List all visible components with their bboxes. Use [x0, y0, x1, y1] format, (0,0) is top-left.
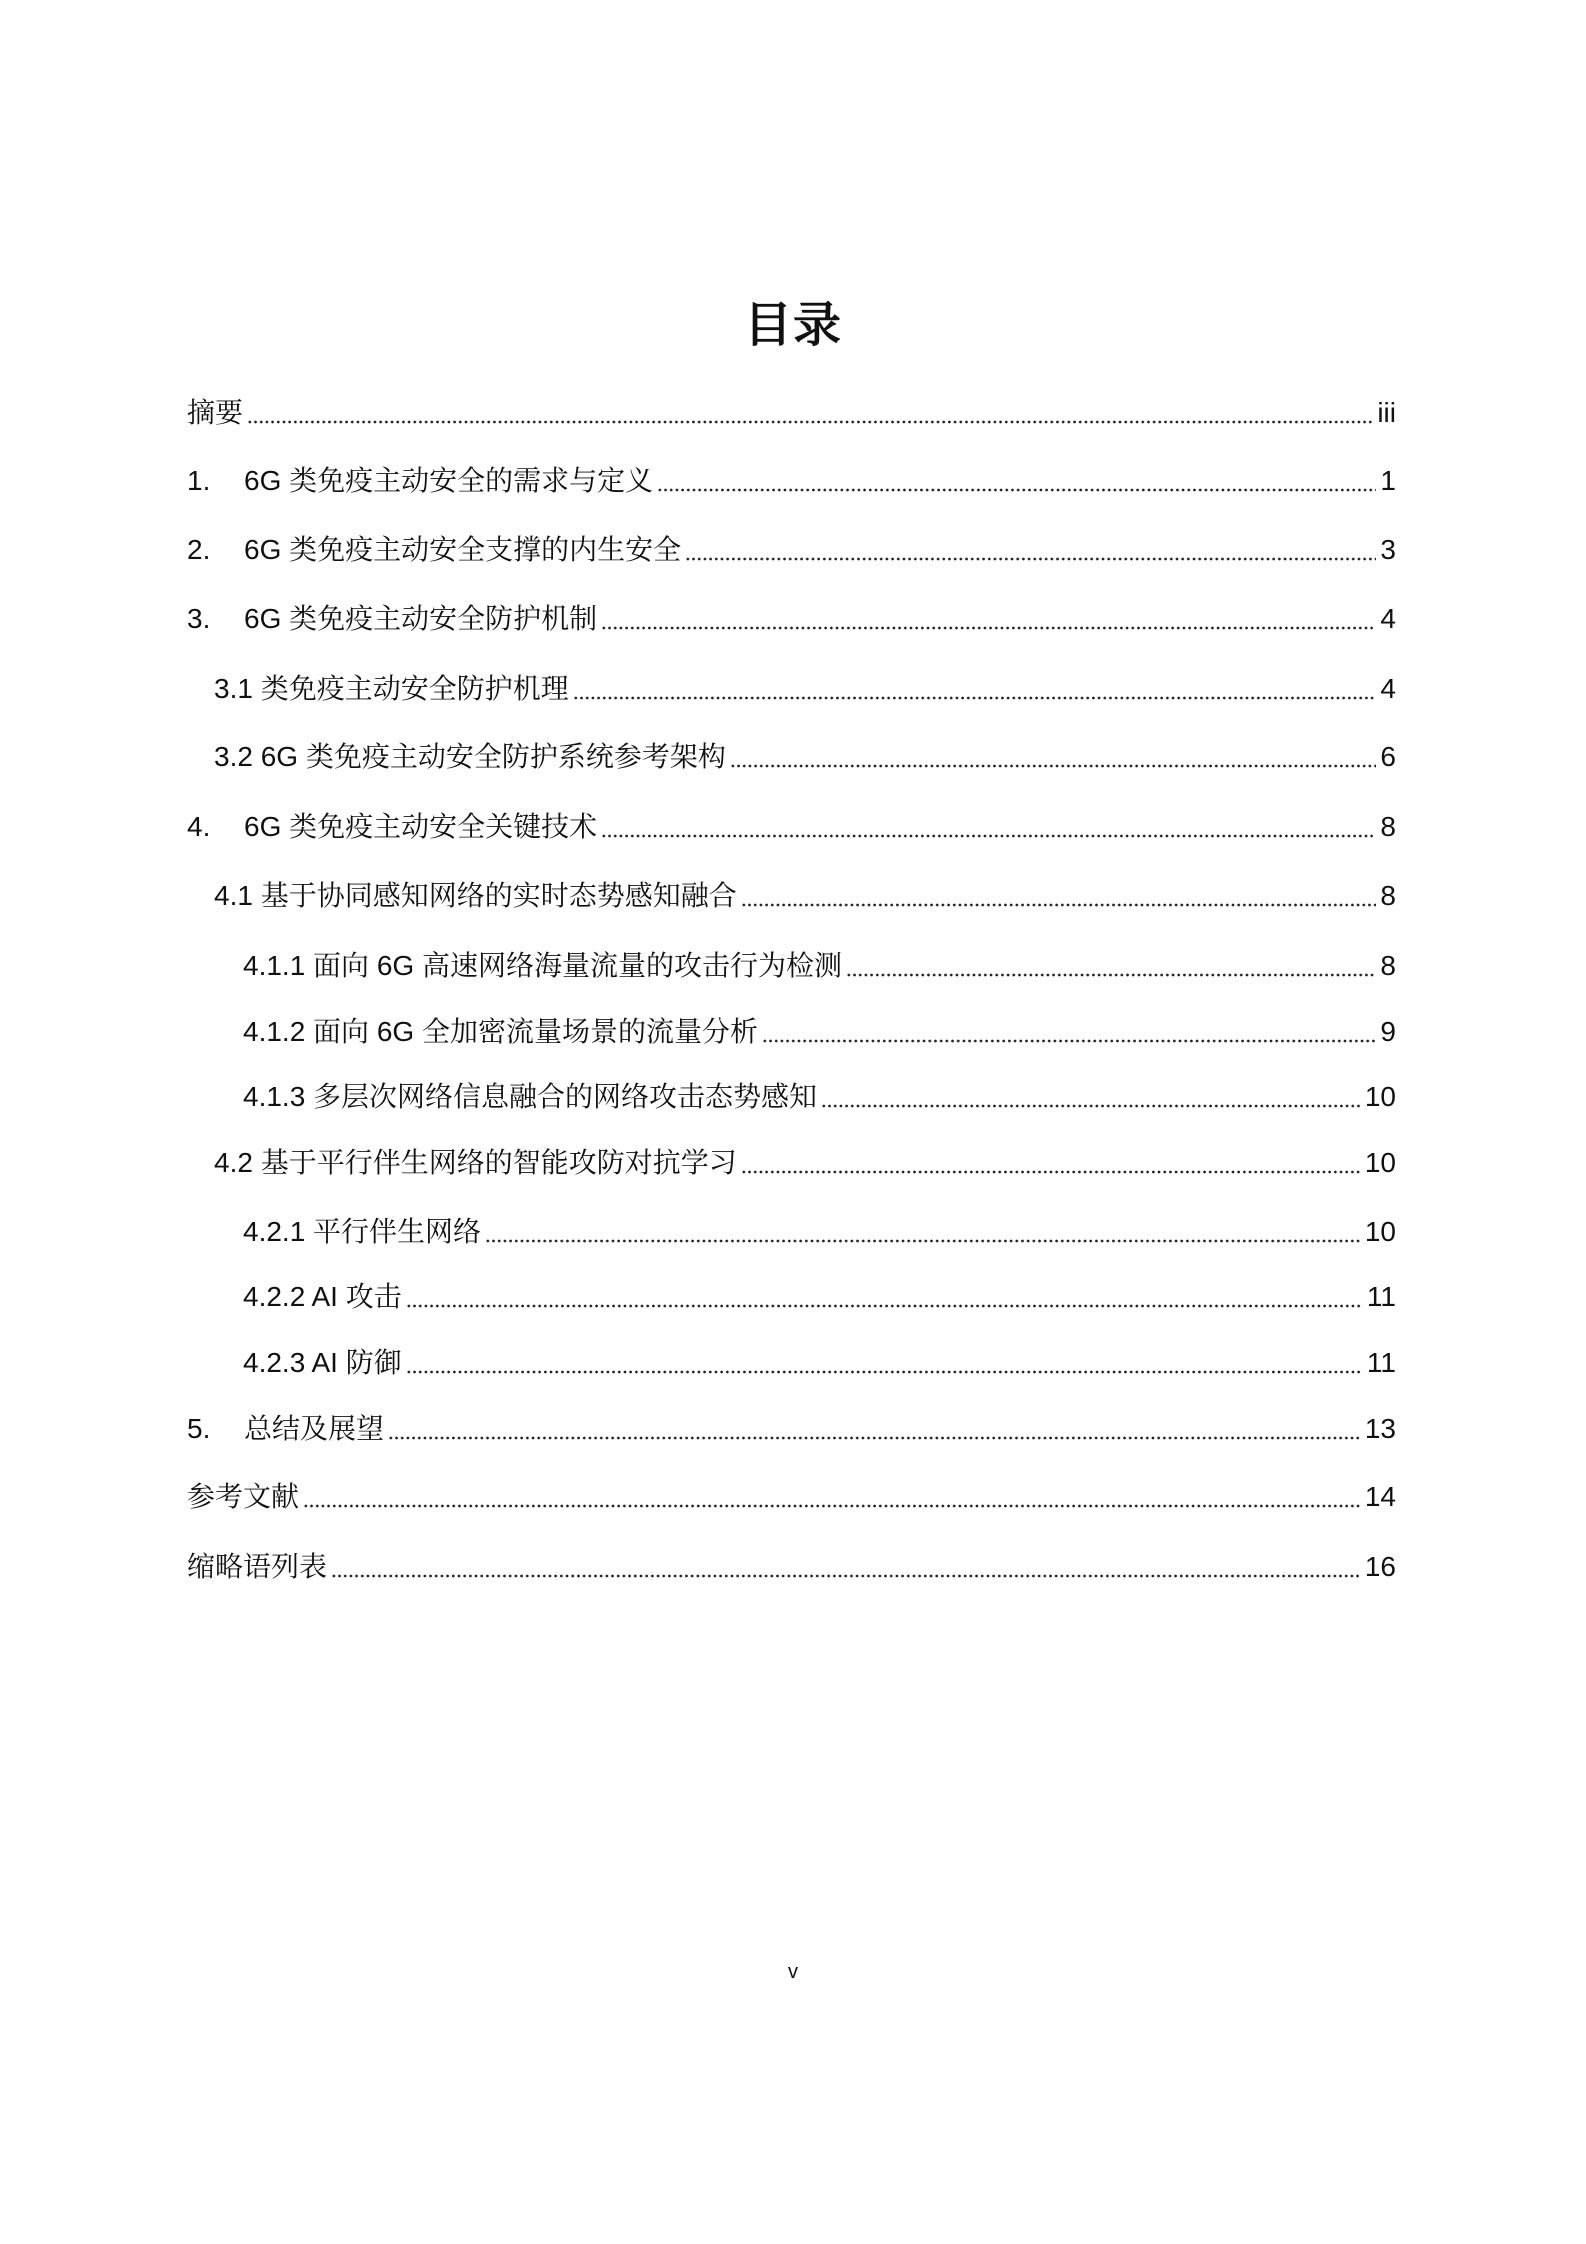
toc-entry-chapter-2[interactable] [187, 530, 1396, 570]
toc-entry-page: 10 [1364, 1216, 1396, 1247]
toc-entry-page: 6 [1380, 741, 1396, 772]
toc-entry-chapter-4[interactable] [187, 807, 1396, 847]
toc-dot-leader [730, 737, 1377, 768]
toc-entry-label: 4.1.2 面向 6G 全加密流量场景的流量分析 [243, 1016, 758, 1047]
toc-entry-section-4-1-3[interactable] [243, 1077, 1396, 1117]
toc-entry-page: 13 [1364, 1413, 1396, 1444]
toc-entry-page: 14 [1364, 1481, 1396, 1512]
toc-entry-section-4-2[interactable] [214, 1143, 1396, 1183]
toc-dot-leader [821, 1077, 1361, 1108]
toc-entry-page: iii [1377, 397, 1396, 428]
toc-entry-label: 4.2.1 平行伴生网络 [243, 1216, 482, 1247]
toc-entry-label: 4.1.3 多层次网络信息融合的网络攻击态势感知 [243, 1081, 818, 1112]
toc-entry-number: 4. [187, 811, 211, 842]
toc-entry-page: 1 [1380, 465, 1396, 496]
toc-dot-leader [741, 1143, 1361, 1174]
toc-entry-page: 8 [1380, 880, 1396, 911]
toc-entry-section-4-2-1[interactable] [243, 1212, 1396, 1252]
toc-entry-label: 4.2 基于平行伴生网络的智能攻防对抗学习 [214, 1147, 737, 1178]
toc-dot-leader [303, 1477, 1361, 1508]
toc-entry-chapter-3[interactable] [187, 599, 1396, 639]
toc-entry-label: 4.2.3 AI 防御 [243, 1347, 402, 1378]
toc-dot-leader [406, 1343, 1363, 1374]
toc-entry-label: 摘要 [187, 397, 244, 428]
toc-entry-page: 9 [1380, 1016, 1396, 1047]
toc-entry-section-4-1-1[interactable] [243, 946, 1396, 986]
toc-entry-page: 4 [1380, 673, 1396, 704]
toc-dot-leader [331, 1547, 1361, 1578]
toc-entry-label: 6G 类免疫主动安全防护机制 [244, 603, 598, 634]
toc-entry-references[interactable] [187, 1477, 1396, 1517]
toc-entry-page: 11 [1366, 1281, 1396, 1312]
toc-entry-label: 6G 类免疫主动安全关键技术 [244, 811, 598, 842]
toc-entry-number: 1. [187, 465, 211, 496]
toc-entry-page: 16 [1364, 1551, 1396, 1582]
toc-entry-section-4-1[interactable] [214, 876, 1396, 916]
toc-entry-label: 参考文献 [187, 1481, 300, 1512]
toc-dot-leader [388, 1409, 1361, 1440]
toc-dot-leader [573, 669, 1377, 700]
toc-entry-abbreviations[interactable] [187, 1547, 1396, 1587]
toc-dot-leader [247, 393, 1373, 424]
toc-entry-label: 3.1 类免疫主动安全防护机理 [214, 673, 569, 704]
toc-entry-section-4-2-3[interactable] [243, 1343, 1396, 1383]
toc-dot-leader [741, 876, 1377, 907]
toc-entry-section-4-1-2[interactable] [243, 1012, 1396, 1052]
toc-title: 目录 [743, 299, 842, 352]
toc-entry-section-4-2-2[interactable] [243, 1277, 1396, 1317]
toc-entry-label: 4.2.2 AI 攻击 [243, 1281, 402, 1312]
toc-entry-label: 总结及展望 [244, 1413, 385, 1444]
toc-entry-chapter-1[interactable] [187, 461, 1396, 501]
toc-dot-leader [685, 530, 1376, 561]
toc-entry-abstract[interactable] [187, 393, 1396, 433]
toc-entry-page: 8 [1380, 950, 1396, 981]
toc-entry-label: 4.1 基于协同感知网络的实时态势感知融合 [214, 880, 737, 911]
toc-dot-leader [485, 1212, 1361, 1243]
toc-dot-leader [657, 461, 1376, 492]
toc-entry-label: 缩略语列表 [187, 1551, 328, 1582]
toc-entry-page: 4 [1380, 603, 1396, 634]
toc-entry-chapter-5[interactable] [187, 1409, 1396, 1449]
toc-dot-leader [846, 946, 1376, 977]
toc-entry-page: 10 [1364, 1081, 1396, 1112]
toc-entry-page: 8 [1380, 811, 1396, 842]
toc-dot-leader [601, 599, 1376, 630]
toc-entry-page: 10 [1364, 1147, 1396, 1178]
toc-entry-label: 4.1.1 面向 6G 高速网络海量流量的攻击行为检测 [243, 950, 842, 981]
page-number: v [788, 1961, 798, 1983]
toc-entry-page: 3 [1380, 534, 1396, 565]
toc-entry-section-3-1[interactable] [214, 669, 1396, 709]
toc-dot-leader [601, 807, 1376, 838]
toc-entry-label: 3.2 6G 类免疫主动安全防护系统参考架构 [214, 741, 726, 772]
toc-dot-leader [762, 1012, 1376, 1043]
toc-entry-number: 3. [187, 603, 211, 634]
toc-entry-label: 6G 类免疫主动安全支撑的内生安全 [244, 534, 682, 565]
toc-entry-page: 11 [1366, 1347, 1396, 1378]
toc-entry-number: 5. [187, 1413, 211, 1444]
toc-entry-section-3-2[interactable] [214, 737, 1396, 777]
toc-entry-label: 6G 类免疫主动安全的需求与定义 [244, 465, 654, 496]
toc-dot-leader [406, 1277, 1363, 1308]
toc-entry-number: 2. [187, 534, 211, 565]
